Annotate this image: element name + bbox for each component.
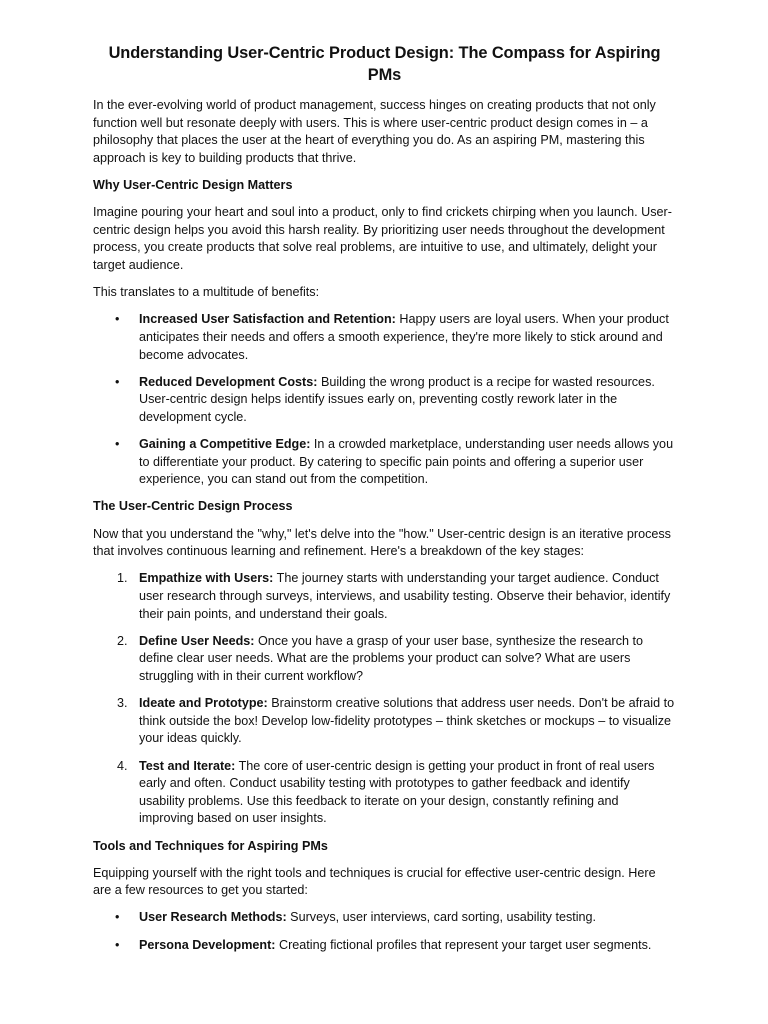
benefit-text: Happy users are loyal users. When your product anticipates their needs and offers a smooth experience, they're more likely to stick around and become advocates. [139,312,669,362]
benefit-item [139,374,676,427]
process-steps-list [93,570,676,828]
tools-list [93,909,676,954]
section-heading-why: Why User-Centric Design Matters [93,177,293,192]
step-number: 2. [117,633,128,648]
step-term: Test and Iterate: [139,758,236,773]
tools-paragraph: Equipping yourself with the right tools and techniques is crucial for effective user-centric design. Here are a few resources to get you started: [93,865,656,898]
step-number: 4. [117,758,128,773]
why-paragraph: Imagine pouring your heart and soul into a product, only to find crickets chirping when you launch. User-centric design helps you avoid this harsh reality. By prioritizing user needs throughout the development process, you create products that solve real problems, are intuitive to use, and ultimately, delight your target audience. [93,205,672,272]
process-step [117,758,676,828]
step-text: Brainstorm creative solutions that address user needs. Don't be afraid to think outside the box! Develop low-fidelity prototypes – think sketches or mockups – to visualize your ideas quickly. [139,696,675,746]
tool-text: Surveys, user interviews, card sorting, usability testing. [286,910,597,925]
process-step [117,633,676,686]
process-step [117,570,676,623]
document-title: Understanding User-Centric Product Design: The Compass for Aspiring PMs [108,44,661,84]
step-number: 1. [117,571,128,586]
tool-term: User Research Methods: [139,910,287,925]
step-text: The core of user-centric design is getting your product in front of real users early and often. Conduct usability testing with prototypes to gather feedback and identify usability problems. Use this feedback to iterate on your design, constantly refining and improving based on user insights. [139,758,655,826]
benefit-term: Reduced Development Costs: [139,374,318,389]
benefit-text: Building the wrong product is a recipe for wasted resources. User-centric design helps identify issues early on, preventing costly rework later in the development cycle. [139,374,655,424]
process-step [117,695,676,748]
step-text: Once you have a grasp of your user base, synthesize the research to define clear user needs. What are the problems your product can solve? What are users struggling with in their current workflow? [139,633,644,683]
intro-paragraph: In the ever-evolving world of product management, success hinges on creating products that not only function well but resonate deeply with users. This is where user-centric product design comes in – a philosophy that places the user at the heart of everything you do. As an aspiring PM, mastering this approach is key to building products that thrive. [93,98,656,165]
tool-term: Persona Development: [139,937,276,952]
benefit-term: Gaining a Competitive Edge: [139,437,311,452]
section-heading-tools: Tools and Techniques for Aspiring PMs [93,838,328,853]
step-term: Empathize with Users: [139,571,274,586]
step-term: Ideate and Prototype: [139,696,268,711]
benefit-item [139,436,676,489]
benefit-item [139,311,676,364]
process-paragraph: Now that you understand the "why," let's delve into the "how." User-centric design is an iterative process that involves continuous learning and refinement. Here's a breakdown of the key stages: [93,526,671,559]
step-text: The journey starts with understanding your target audience. Conduct user research through surveys, interviews, and usability testing. Observe their behavior, identify their pain points, and understand their goals. [139,571,671,621]
tool-text: Creating fictional profiles that represent your target user segments. [275,937,652,952]
step-term: Define User Needs: [139,633,255,648]
benefit-term: Increased User Satisfaction and Retention: [139,312,396,327]
benefits-list [93,311,676,489]
benefit-text: In a crowded marketplace, understanding user needs allows you to differentiate your product. By catering to specific pain points and offering a superior user experience, you can stand out from the competition. [139,437,674,487]
benefits-lead: This translates to a multitude of benefits: [93,285,320,300]
section-heading-process: The User-Centric Design Process [93,499,293,514]
tool-item [139,937,676,955]
step-number: 3. [117,696,128,711]
tool-item [139,909,676,927]
